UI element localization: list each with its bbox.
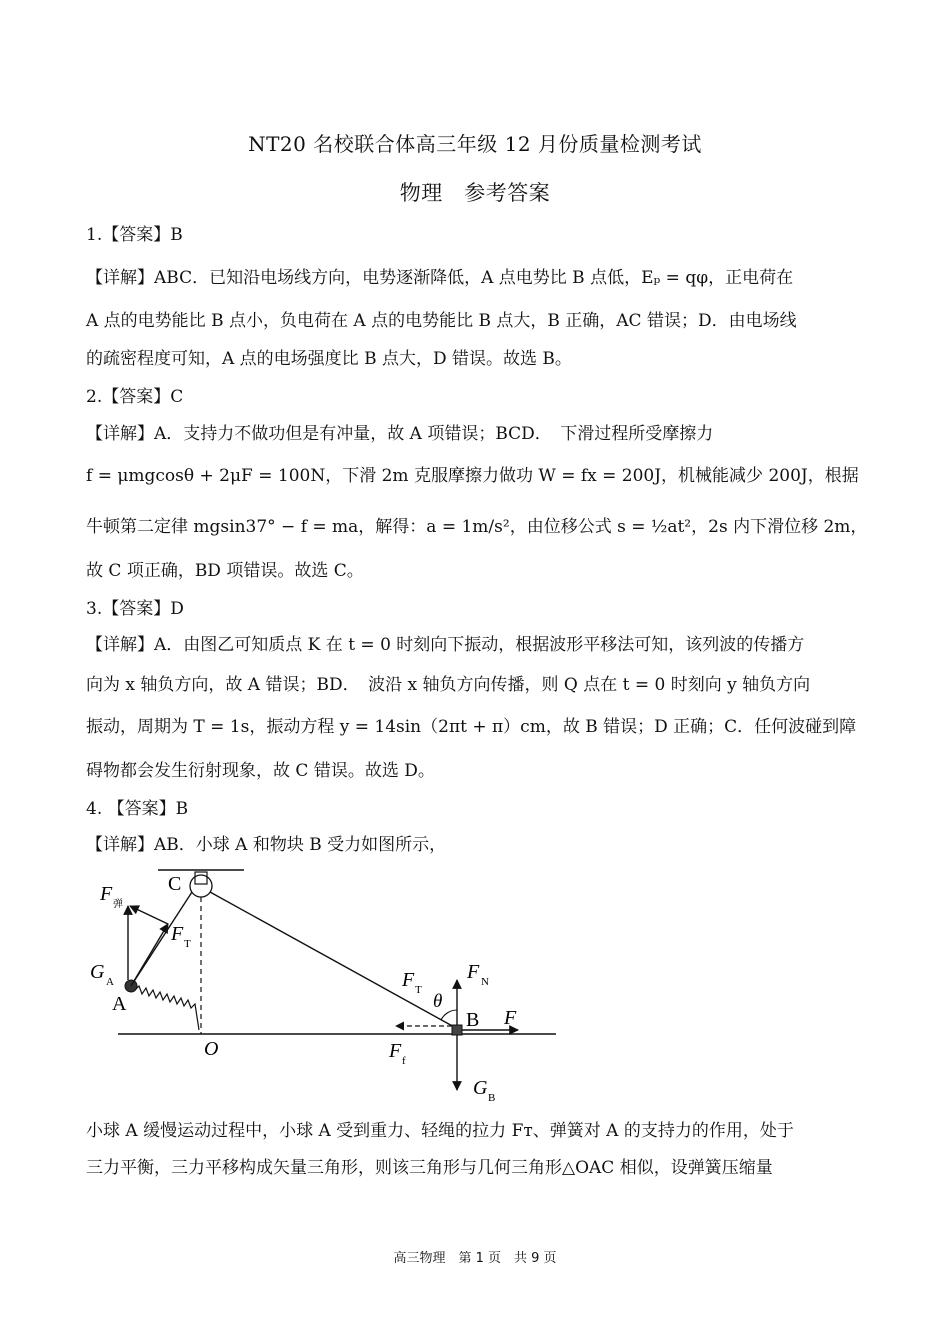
q1-detail-line: A 点的电势能比 B 点小，负电荷在 A 点的电势能比 B 点大，B 正确，AC 错误；D．由电场线 [86, 311, 797, 331]
label-fn: F [467, 961, 480, 983]
theta-arc [441, 1010, 457, 1020]
pulley [190, 875, 212, 897]
label-o: O [204, 1038, 219, 1060]
label-f-spring-sub: 弹 [113, 899, 123, 910]
label-theta: θ [433, 991, 443, 1012]
q1-detail-line: 的疏密程度可知，A 点的电场强度比 B 点大，D 错误。故选 B。 [86, 349, 572, 369]
label-gb: G [473, 1077, 488, 1099]
q4-detail-line: 小球 A 缓慢运动过程中，小球 A 受到重力、轻绳的拉力 Fᴛ、弹簧对 A 的支持力的作用，处于 [86, 1121, 794, 1141]
q4-detail-line: 三力平衡，三力平移构成矢量三角形，则该三角形与几何三角形△OAC 相似，设弹簧压缩量 [86, 1158, 773, 1178]
label-ff: F [389, 1040, 402, 1062]
page-subtitle: 物理 参考答案 [399, 181, 551, 205]
label-ft-a: F [171, 923, 184, 945]
label-ft-b: F [402, 969, 415, 991]
q1-detail-line: 【详解】ABC．已知沿电场线方向，电势逐渐降低，A 点电势比 B 点低，Eₚ = qφ，正电荷在 [86, 268, 794, 288]
q1-answer: 1.【答案】B [86, 225, 183, 245]
q2-detail-line: 【详解】A．支持力不做功但是有冲量，故 A 项错误；BCD． 下滑过程所受摩擦力 [86, 424, 714, 444]
pulley-mount [195, 872, 207, 884]
label-b: B [466, 1009, 480, 1031]
block-b [452, 1025, 462, 1035]
page-title: NT20 名校联合体高三年级 12 月份质量检测考试 [248, 132, 702, 156]
spring [135, 986, 199, 1030]
spring-force-arrow [130, 906, 168, 924]
label-ga: G [90, 961, 105, 983]
page-footer: 高三物理 第 1 页 共 9 页 [393, 1251, 557, 1266]
force-diagram [86, 862, 566, 1107]
q3-answer: 3.【答案】D [86, 599, 184, 619]
q2-detail-line: 牛顿第二定律 mgsin37° − f = ma，解得：a = 1m/s²，由位移公式 s = ½at²，2s 内下滑位移 2m， [86, 517, 868, 537]
rope-b [210, 892, 456, 1028]
label-ft-a-sub: T [184, 938, 191, 950]
label-c: C [168, 873, 182, 895]
label-f: F [504, 1007, 517, 1029]
q2-detail-line: 故 C 项正确，BD 项错误。故选 C。 [86, 561, 364, 581]
q3-detail-line: 向为 x 轴负方向，故 A 错误；BD． 波沿 x 轴负方向传播，则 Q 点在 t = 0 时刻向 y 轴负方向 [86, 675, 811, 695]
label-ga-sub: A [106, 976, 114, 988]
q4-detail-intro: 【详解】AB．小球 A 和物块 B 受力如图所示， [86, 835, 447, 855]
q3-detail-line: 碍物都会发生衍射现象，故 C 错误。故选 D。 [86, 761, 435, 781]
label-ft-b-sub: T [415, 984, 422, 996]
q4-answer: 4. 【答案】B [86, 799, 189, 819]
label-f-spring: F [100, 883, 113, 905]
q2-detail-line: f = μmgcosθ + 2μF = 100N，下滑 2m 克服摩擦力做功 W = fx = 200J，机械能减少 200J，根据 [86, 466, 859, 486]
label-a: A [112, 993, 127, 1015]
label-ff-sub: f [402, 1055, 406, 1067]
q3-detail-line: 【详解】A．由图乙可知质点 K 在 t = 0 时刻向下振动，根据波形平移法可知，该列波的传播方 [86, 635, 805, 655]
q2-answer: 2.【答案】C [86, 387, 184, 407]
label-gb-sub: B [488, 1092, 496, 1104]
tension-arrow-a [131, 924, 168, 986]
q3-detail-line: 振动，周期为 T = 1s，振动方程 y = 14sin（2πt + π）cm，故 B 错误；D 正确；C．任何波碰到障 [86, 717, 857, 737]
label-fn-sub: N [481, 976, 489, 988]
